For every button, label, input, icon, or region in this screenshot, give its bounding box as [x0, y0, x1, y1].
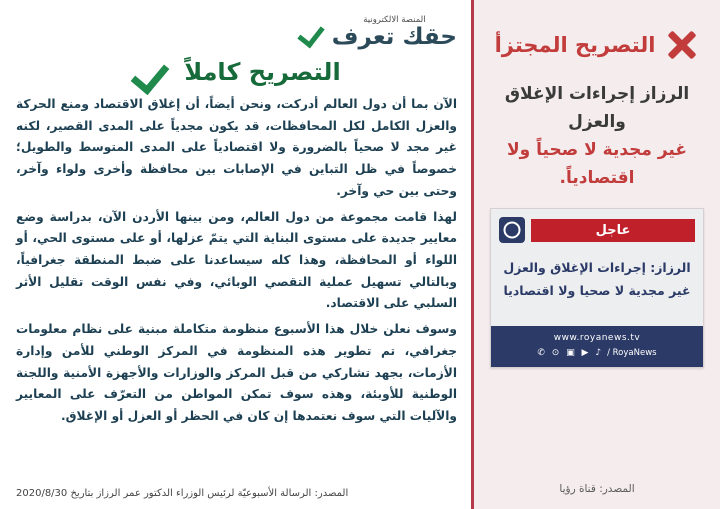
brand-tagline: المنصة الالكترونية: [363, 14, 426, 25]
brand-logo: [16, 10, 457, 56]
brand-text: [332, 16, 457, 51]
full-statement-title: التصريح كاملاً: [184, 58, 341, 86]
full-statement-body: [16, 94, 457, 482]
partial-statement-source: المصدر: قناة رؤيا: [559, 483, 635, 495]
full-statement-source-label: المصدر: الرسالة الأسبوعيّة لرئيس الوزراء الدكتور عمر الرزاز بتاريخ: [70, 488, 349, 499]
full-statement-source: [16, 482, 457, 501]
full-statement-header: [16, 58, 457, 86]
news-card: [490, 208, 704, 368]
check-mark-icon: [132, 58, 172, 86]
statement-paragraph: لهذا قامت مجموعة من دول العالم، ومن بينها الأردن الآن، بدراسة وضع معايير جديدة على مستوى البناية التي يتمّ عزلها، أو على مستوى الحي، أو اللواء أو المحافظة، وهذا كله سيساعدنا على ضبط المنطقة جغرافياً، وبالتالي تسهيل عملية التقصي الوبائي، وفي نفس الوقت تقليل الأثر السلبي على الاقتصاد.: [16, 209, 457, 311]
roya-logo-icon: [499, 217, 525, 243]
partial-statement-header: [490, 28, 704, 62]
partial-statement-title: التصريح المجتزأ: [494, 33, 656, 57]
news-headline: الرزاز: إجراءات الإغلاق والعزل غير مجدية لا صحيا ولا اقتصاديا: [503, 260, 691, 298]
partial-statement-panel: [471, 0, 720, 509]
social-handle: / RoyaNews: [607, 348, 657, 359]
statement-paragraph: الآن بما أن دول العالم أدركت، ونحن أيضاً، أن إغلاق الاقتصاد ومنع الحركة والعزل الكامل لكل المحافظات، قد يكون مجدياً على المدى القصير، لكنه غير مجد لا صحياً بالضرورة ولا اقتصادياً على المدى المتوسط والطويل؛ خصوصاً في ظل التباين في الإصابات بين محافظة وأخرى ولواء وآخر، وحتى بين حي وآخر.: [16, 97, 457, 198]
social-icons: ✆ ⊙ ▣ ▶ ♪: [537, 348, 604, 359]
x-mark-icon: [665, 28, 699, 62]
full-statement-source-date: 2020/8/30: [16, 488, 68, 499]
news-social-row: [497, 348, 697, 358]
breaking-badge: عاجل: [531, 219, 695, 242]
news-url: www.royanews.tv: [553, 333, 641, 344]
partial-subtitle-line-1: الرزاز إجراءات الإغلاق والعزل: [504, 84, 690, 133]
news-card-bottom: [491, 326, 703, 367]
brand-check-icon: [298, 20, 324, 46]
breaking-row: [499, 217, 695, 243]
partial-subtitle-line-2: غير مجدية لا صحياً ولا اقتصادياً.: [507, 140, 687, 189]
brand-name: حقك تعرف: [331, 24, 457, 51]
statement-paragraph: وسوف نعلن خلال هذا الأسبوع منظومة متكاملة مبنية على نظام معلومات جغرافي، تم تطوير هذه المنظومة في المركز الوطني للأمن وإدارة الأزمات، بجهد تشاركي من قبل المركز والوزارات والأجهزة الأمنية واللجنة الوطنية للأوبئة، وهذه سوف تمكن المواطن من التعرّف على المعايير والآليات التي سوف نعتمدها إن كان في الحظر أو العزل أو الإغلاق.: [16, 322, 457, 424]
news-card-top: [491, 209, 703, 326]
partial-statement-subtitle: [490, 80, 704, 192]
